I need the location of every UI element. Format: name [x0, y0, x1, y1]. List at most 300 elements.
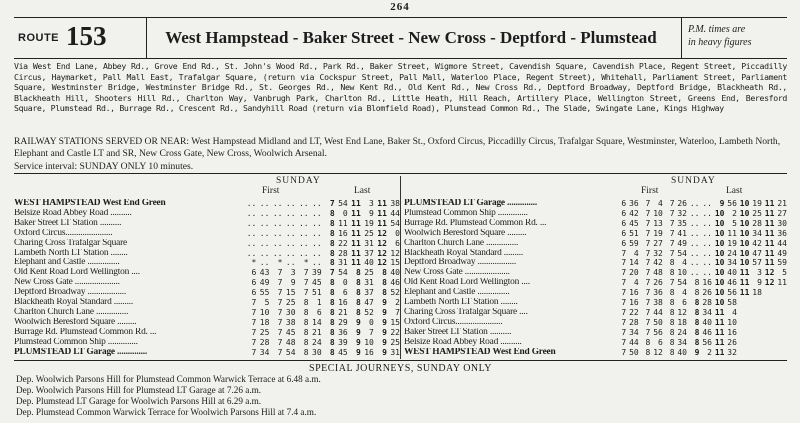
time-cell: 5	[264, 298, 270, 308]
time-cell: 58	[727, 298, 737, 308]
timetable-row	[401, 338, 787, 348]
time-cell	[737, 318, 749, 328]
time-cell: 9	[382, 337, 387, 347]
time-cell: 7	[251, 327, 257, 337]
time-cell: 26	[653, 278, 663, 288]
time-cell: 19	[653, 228, 663, 238]
time-cell: 7	[645, 268, 651, 278]
timetable-row	[401, 229, 787, 239]
time-cell: 59	[629, 238, 639, 248]
time-cell: 8	[329, 307, 335, 317]
time-cell: ..	[689, 268, 700, 278]
time-cell: 6	[251, 268, 257, 278]
time-cell: 8	[329, 228, 335, 238]
time-cell: 34	[702, 307, 712, 317]
day-label: SUNDAY	[671, 176, 716, 186]
time-cell	[737, 328, 749, 338]
time-cell: 7	[329, 199, 335, 208]
time-cell: 12	[377, 248, 387, 258]
time-cell: 54	[677, 248, 687, 258]
time-cell: 32	[677, 208, 687, 218]
time-cell: 20	[629, 268, 639, 278]
time-cell: 10	[714, 248, 725, 258]
time-cell: 9	[369, 208, 374, 218]
time-cell: 54	[390, 218, 400, 228]
time-cell: 7	[669, 208, 675, 218]
service-interval: Service interval: SUNDAY ONLY 10 minutes.	[14, 161, 787, 174]
time-cell: ..	[272, 248, 283, 258]
time-cell: 8	[329, 218, 335, 228]
time-cell: 56	[653, 327, 663, 337]
stop-name: Burrage Rd. Plumstead Common Rd. ...	[14, 327, 157, 337]
time-cell: 8	[669, 258, 675, 268]
time-cell: 18	[259, 317, 270, 327]
time-cell: ..	[702, 208, 712, 218]
timetable-grid	[401, 199, 787, 358]
time-cell: 32	[727, 347, 737, 357]
stop-name: Old Kent Road Lord Wellington ....	[14, 268, 140, 278]
time-cell: 8	[645, 337, 651, 347]
stop-name: Belsize Road Abbey Road ..........	[404, 337, 522, 347]
time-cell: 3	[369, 199, 374, 208]
time-cell: ..	[246, 248, 257, 258]
time-cell: 0	[342, 208, 348, 218]
time-cell: 10	[714, 218, 725, 228]
time-cell: 8	[669, 307, 675, 317]
time-cell: 7	[277, 307, 283, 317]
time-cell: 10	[739, 208, 750, 218]
time-cell: 7	[669, 248, 675, 258]
time-cell: ..	[285, 218, 296, 228]
time-cell: 11	[351, 238, 361, 248]
time-cell: 11	[714, 317, 725, 327]
time-cell: 31	[338, 258, 348, 268]
timetable-row	[14, 249, 400, 259]
stop-name: PLUMSTEAD LT Garage ..............	[404, 199, 538, 208]
time-cell: 7	[277, 268, 283, 278]
special-journeys	[14, 360, 787, 418]
time-cell: 16	[338, 298, 348, 308]
timetable-row	[14, 199, 400, 209]
time-cell: 7	[303, 278, 309, 288]
time-cell: ..	[246, 238, 257, 248]
timetable-row	[14, 219, 400, 229]
time-cell: 8	[355, 298, 361, 308]
time-cell: 37	[364, 288, 374, 298]
time-cell: ..	[259, 199, 270, 208]
timetable-row	[14, 268, 400, 278]
time-cell: 9	[382, 347, 387, 357]
time-cell: 6	[316, 307, 322, 317]
timetable-row	[14, 338, 400, 348]
time-cell: 10	[677, 268, 687, 278]
pm-note-line1: P.M. times are	[688, 24, 746, 35]
stop-name: Baker Street LT Station ..........	[14, 218, 122, 228]
railway-stations: RAILWAY STATIONS SERVED OR NEAR: West Hampstead Midland and LT, West End Lane, Baker St., Oxford Circus, Piccadilly Circus, Trafalgar Square, Westminster, Waterloo, Lambeth North, Elephant and Castle LT and SR, New Cross Gate, New Cross, Woolwich Arsenal.	[14, 136, 781, 159]
stop-name: Oxford Circus......................	[14, 228, 113, 238]
time-cell: 30	[312, 347, 322, 357]
time-cell: ..	[272, 199, 283, 208]
time-cell: 11	[351, 218, 361, 228]
time-cell: ..	[702, 218, 712, 228]
time-cell: 8	[694, 298, 700, 308]
timetable-return	[400, 176, 787, 359]
time-cell: 49	[259, 278, 270, 288]
time-cell: 0	[369, 317, 374, 327]
time-cell: 12	[653, 347, 663, 357]
time-cell: 9	[757, 278, 762, 288]
time-cell: 36	[338, 327, 348, 337]
time-cell: 56	[702, 337, 712, 347]
time-cell: 47	[752, 248, 762, 258]
time-cell: 8	[669, 268, 675, 278]
time-cell: 27	[653, 238, 663, 248]
time-cell: 25	[390, 337, 400, 347]
time-cell: ..	[285, 208, 296, 218]
time-cell: ..	[272, 238, 283, 248]
special-journeys-title: SPECIAL JOURNEYS, SUNDAY ONLY	[309, 363, 492, 374]
time-cell: ..	[312, 248, 322, 258]
timetable-grid	[14, 199, 400, 358]
time-cell: 10	[714, 288, 725, 298]
time-cell: 11	[764, 228, 775, 238]
timetable-row	[401, 239, 787, 249]
stop-name: Elephant and Castle ...............	[404, 288, 510, 298]
time-cell: ..	[312, 208, 322, 218]
time-cell: 10	[714, 298, 725, 308]
time-cell: 7	[395, 307, 400, 317]
time-cell: 57	[752, 258, 762, 268]
time-cell: 7	[645, 327, 651, 337]
time-cell: 46	[390, 278, 400, 288]
stop-name: Blackheath Royal Standard .........	[14, 298, 134, 308]
time-cell: 8	[669, 337, 675, 347]
stop-name: Charlton Church Lane ...............	[404, 238, 519, 248]
time-cell: ..	[246, 228, 257, 238]
time-cell: 9	[719, 199, 725, 208]
time-cell: 45	[629, 218, 639, 228]
time-cell: 26	[727, 337, 737, 347]
time-cell: 8	[669, 288, 675, 298]
last-label: Last	[354, 186, 371, 196]
time-cell: 5	[732, 218, 737, 228]
time-cell: 8	[694, 307, 700, 317]
time-cell	[749, 348, 761, 358]
time-cell: 47	[364, 298, 374, 308]
special-journey-line: Dep. Plumstead Common Warwick Terrace for Woolwich Parsons Hill at 7.4 a.m.	[16, 407, 317, 417]
time-cell: ..	[298, 218, 309, 228]
time-cell: 2	[395, 298, 400, 308]
time-cell: 32	[653, 248, 663, 258]
time-cell: 12	[764, 268, 775, 278]
time-cell: 8	[645, 347, 651, 357]
time-cell: 36	[629, 199, 639, 208]
time-cell: ..	[312, 218, 322, 228]
time-cell: ..	[272, 218, 283, 228]
route-label: ROUTE	[18, 32, 59, 44]
time-cell: 7	[645, 288, 651, 298]
time-cell: 8	[669, 347, 675, 357]
time-cell: 9	[694, 347, 700, 357]
time-cell: ..	[298, 208, 309, 218]
time-cell: 7	[645, 307, 651, 317]
last-label: Last	[726, 186, 743, 196]
time-cell: ..	[285, 199, 296, 208]
time-cell: 8	[329, 208, 335, 218]
time-cell: 7	[645, 317, 651, 327]
time-cell: 25	[285, 298, 296, 308]
time-cell: ..	[702, 228, 712, 238]
time-cell: 8	[329, 327, 335, 337]
time-cell: 8	[329, 347, 335, 357]
time-cell: 11	[727, 228, 737, 238]
time-cell: 40	[364, 258, 374, 268]
time-cell: 7	[303, 288, 309, 298]
time-cell: ..	[702, 258, 712, 268]
time-cell: 12	[377, 238, 387, 248]
time-cell: 40	[702, 317, 712, 327]
time-cell: 8	[669, 327, 675, 337]
stop-name: New Cross Gate .....................	[14, 278, 120, 288]
time-cell: 28	[338, 248, 348, 258]
stop-name: Elephant and Castle ...............	[14, 258, 120, 268]
time-cell: 5	[782, 268, 787, 278]
timetable-row	[401, 258, 787, 268]
time-cell: 7	[669, 278, 675, 288]
time-cell: 7	[621, 307, 627, 317]
time-cell: 8	[382, 278, 387, 288]
time-cell: 12	[377, 228, 387, 238]
time-cell: 10	[739, 248, 750, 258]
time-cell: 45	[338, 347, 348, 357]
stop-name: Charlton Church Lane ...............	[14, 307, 129, 317]
time-cell: 9	[355, 337, 361, 347]
time-cell: 30	[285, 307, 296, 317]
time-cell: 4	[682, 288, 687, 298]
time-cell: 7	[277, 288, 283, 298]
time-cell: 16	[364, 347, 374, 357]
time-cell: 13	[653, 218, 663, 228]
time-cell: 7	[251, 307, 257, 317]
first-label: First	[262, 186, 280, 196]
day-label: SUNDAY	[276, 176, 321, 186]
time-cell: 51	[629, 228, 639, 238]
time-cell: 14	[312, 317, 322, 327]
timetable-row	[401, 288, 787, 298]
time-cell: 44	[390, 208, 400, 218]
time-cell: 31	[390, 347, 400, 357]
time-cell: 8	[694, 278, 700, 288]
time-cell: 9	[382, 307, 387, 317]
time-cell: 7	[669, 228, 675, 238]
time-cell: 7	[277, 298, 283, 308]
time-cell: 54	[677, 278, 687, 288]
time-cell: 9	[382, 317, 387, 327]
time-cell: ..	[702, 268, 712, 278]
time-cell: 8	[329, 258, 335, 268]
time-cell	[737, 338, 749, 348]
time-cell: 8	[382, 268, 387, 278]
time-cell: 38	[285, 317, 296, 327]
timetable-row	[401, 318, 787, 328]
time-cell: 7	[621, 258, 627, 268]
time-cell: 9	[355, 347, 361, 357]
time-cell: 6	[621, 228, 627, 238]
time-cell: 7	[277, 337, 283, 347]
time-cell: 18	[752, 288, 762, 298]
time-cell: 26	[702, 288, 712, 298]
time-cell: *	[277, 258, 283, 268]
time-cell: 22	[338, 238, 348, 248]
time-cell: ..	[246, 218, 257, 228]
time-cell: 10	[714, 258, 725, 268]
stop-name: WEST HAMPSTEAD West End Green	[404, 347, 556, 357]
time-cell: 7	[669, 238, 675, 248]
time-cell: 50	[629, 347, 639, 357]
time-cell: ..	[259, 248, 270, 258]
time-cell: 15	[285, 288, 296, 298]
time-cell: 34	[677, 337, 687, 347]
time-cell: 7	[645, 238, 651, 248]
time-cell: 7	[621, 337, 627, 347]
time-cell: 11	[338, 218, 348, 228]
time-cell: 10	[739, 218, 750, 228]
time-cell: 30	[777, 218, 787, 228]
time-cell: 7	[669, 218, 675, 228]
time-cell: 7	[277, 317, 283, 327]
time-cell: 11	[764, 218, 775, 228]
time-cell: ..	[285, 258, 296, 268]
time-cell: 12	[390, 248, 400, 258]
time-cell: ..	[285, 248, 296, 258]
time-cell: 7	[303, 268, 309, 278]
time-cell: 9	[290, 278, 296, 288]
timetable-row	[401, 249, 787, 259]
time-cell: 6	[658, 337, 663, 347]
time-cell: 16	[727, 327, 737, 337]
time-cell: 7	[251, 347, 257, 357]
time-cell: 24	[677, 327, 687, 337]
time-cell: 28	[752, 218, 762, 228]
time-cell: 56	[727, 199, 737, 208]
time-cell: 7	[669, 199, 675, 208]
stop-name: Belsize Road Abbey Road ..........	[14, 208, 132, 218]
stop-name: PLUMSTEAD LT Garage ..............	[14, 347, 148, 357]
route-box	[14, 18, 147, 58]
stop-name: Deptford Broadway ..................	[14, 288, 127, 298]
time-cell: 11	[764, 238, 775, 248]
time-cell: 8	[694, 327, 700, 337]
first-label: First	[641, 186, 659, 196]
special-journey-line: Dep. Woolwich Parsons Hill for Plumstead Common Warwick Terrace at 6.48 a.m.	[16, 374, 321, 384]
time-cell: 54	[285, 347, 296, 357]
time-cell: 11	[739, 288, 750, 298]
stop-name: Lambeth North LT Station ........	[14, 248, 128, 258]
time-cell: 8	[329, 298, 335, 308]
time-cell: 7	[621, 248, 627, 258]
time-cell: 7	[277, 347, 283, 357]
time-cell: 11	[377, 199, 387, 208]
time-cell: 8	[669, 298, 675, 308]
time-cell: 45	[285, 327, 296, 337]
time-cell: 27	[777, 208, 787, 218]
time-cell	[749, 298, 761, 308]
time-cell: 44	[629, 337, 639, 347]
time-cell: 10	[739, 258, 750, 268]
time-cell: ..	[312, 199, 322, 208]
time-cell: 10	[739, 199, 750, 208]
time-cell: 34	[259, 347, 270, 357]
time-cell: 48	[653, 268, 663, 278]
time-cell: 21	[312, 327, 322, 337]
time-cell: 34	[752, 228, 762, 238]
time-cell: 7	[621, 317, 627, 327]
time-cell: 8	[355, 288, 361, 298]
time-cell: 22	[629, 307, 639, 317]
time-cell: 10	[714, 228, 725, 238]
time-cell: 7	[645, 218, 651, 228]
time-cell: 2	[707, 347, 712, 357]
time-cell: 10	[259, 307, 270, 317]
time-cell: 19	[364, 218, 374, 228]
time-cell: 7	[621, 347, 627, 357]
time-cell: 7	[645, 208, 651, 218]
time-cell: 10	[739, 238, 750, 248]
route-via-description: Via West End Lane, Abbey Rd., Grove End Rd., St. John's Wood Rd., Park Rd., Baker Street, Wigmore Street, Cavendish Square, Cavendish Place, Regent Street, Piccadilly Circus, Haymarket, Pall Mall East, Trafalgar Square, (return via Cockspur Street, Pall Mall, Waterloo Place, Regent Street), Whitehall, Parliament Street, Parliament Square, Westminster Bridge, Westminster Bridge Rd., St. Georges Rd., New Kent Rd., Old Kent Rd., New Cross Rd., Deptford Broadway, Deptford Bridge, Blackheath Rd., Blackheath Hill, Shooters Hill Rd., Charlton Way, Vanbrugh Park, Charlton Rd., Little Heath, Hill Reach, Artillery Place, Wellington Street, Greens End, Beresford Square, Plumstead Rd., Burrage Rd., Crescent Rd., Sandyhill Road (return via Blomfield Road), Plumstead Common Rd., The Slade, Swingate Lane, Kings Highway	[14, 61, 787, 114]
time-cell: *	[303, 258, 309, 268]
timetable-row	[14, 278, 400, 288]
time-cell: 38	[653, 298, 663, 308]
stop-name: Woolwich Beresford Square .........	[404, 228, 527, 238]
time-cell: 7	[329, 268, 335, 278]
stop-name: Lambeth North LT Station ........	[404, 298, 518, 308]
time-cell: ..	[272, 208, 283, 218]
time-cell: 7	[645, 199, 651, 208]
time-cell: 11	[351, 258, 361, 268]
pm-note	[681, 18, 787, 58]
time-cell: 11	[351, 208, 361, 218]
route-title: West Hampstead - Baker Street - New Cross - Deptford - Plumstead	[165, 28, 657, 47]
time-cell: 6	[342, 288, 348, 298]
stop-name: Burrage Rd. Plumstead Common Rd. ...	[404, 218, 547, 228]
time-cell: 8	[329, 288, 335, 298]
timetable-row	[14, 229, 400, 239]
time-cell: 8	[303, 307, 309, 317]
time-cell: 16	[629, 298, 639, 308]
time-cell: 54	[338, 199, 348, 208]
stop-name: Deptford Broadway ..................	[404, 258, 517, 268]
page-number: 264	[390, 1, 410, 13]
time-cell: ..	[259, 208, 270, 218]
time-cell: ..	[312, 228, 322, 238]
time-cell: 8	[694, 288, 700, 298]
time-cell: ..	[689, 248, 700, 258]
time-cell: 7	[251, 317, 257, 327]
time-cell: 28	[629, 317, 639, 327]
time-cell: 39	[338, 337, 348, 347]
time-cell: ..	[298, 199, 309, 208]
time-cell: 52	[390, 288, 400, 298]
stop-name: Blackheath Royal Standard .........	[404, 248, 524, 258]
stop-name: Charing Cross Trafalgar Square ....	[404, 307, 528, 317]
time-cell	[737, 348, 749, 358]
time-cell: 16	[338, 228, 348, 238]
time-cell: 7	[621, 327, 627, 337]
time-cell: 8	[329, 248, 335, 258]
timetable-row	[401, 308, 787, 318]
time-cell	[737, 308, 749, 318]
time-cell	[762, 288, 774, 298]
